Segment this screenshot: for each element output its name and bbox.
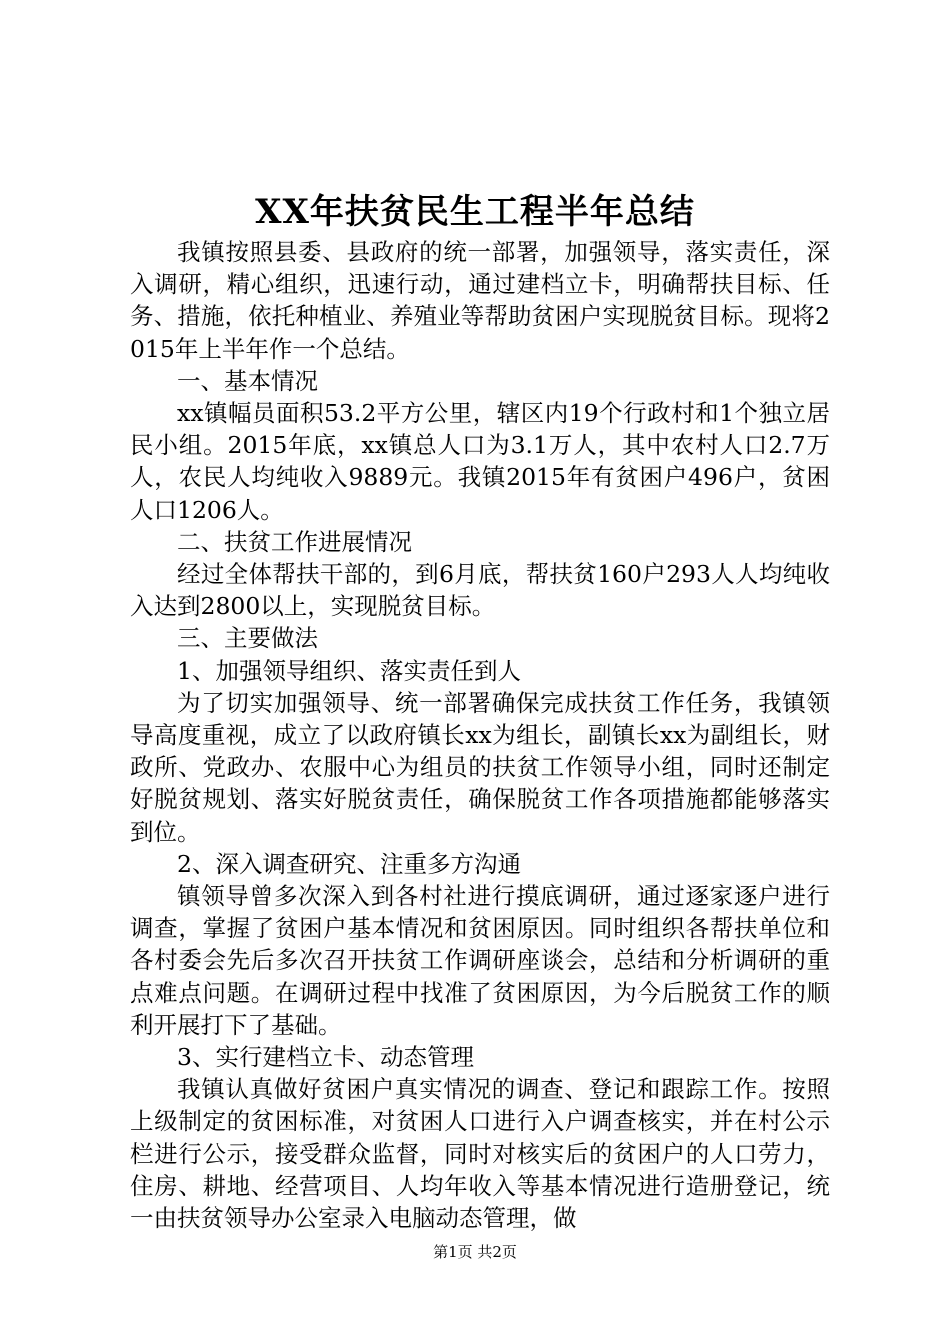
subheading-research: 2、深入调查研究、注重多方沟通	[177, 849, 521, 878]
paragraph-intro: 我镇按照县委、县政府的统一部署，加强领导，落实责任，深入调研，精心组织，迅速行动，通过建档立卡，明确帮扶目标、任务、措施，依托种植业、养殖业等帮助贫困户实现脱贫目标。现将2015年上半年作一个总结。	[130, 238, 830, 363]
page-number-footer: 第1页 共2页	[433, 1243, 517, 1261]
heading-progress: 二、扶贫工作进展情况	[177, 527, 412, 556]
paragraph-research: 镇领导曾多次深入到各村社进行摸底调研，通过逐家逐户进行调查，掌握了贫困户基本情况和贫困原因。同时组织各帮扶单位和各村委会先后多次召开扶贫工作调研座谈会，总结和分析调研的重点难点问题。在调研过程中找准了贫困原因，为今后脱贫工作的顺利开展打下了基础。	[130, 882, 830, 1039]
paragraph-basic-situation: xx镇幅员面积53.2平方公里，辖区内19个行政村和1个独立居民小组。2015年底，xx镇总人口为3.1万人，其中农村人口2.7万人，农民人均纯收入9889元。我镇2015年有贫困户496户，贫困人口1206人。	[130, 399, 830, 524]
heading-basic-situation: 一、基本情况	[177, 366, 318, 395]
paragraph-filing: 我镇认真做好贫困户真实情况的调查、登记和跟踪工作。按照上级制定的贫困标准，对贫困人口进行入户调查核实，并在村公示栏进行公示，接受群众监督，同时对核实后的贫困户的人口劳力，住房、耕地、经营项目、人均年收入等基本情况进行造册登记，统一由扶贫领导办公室录入电脑动态管理，做	[130, 1075, 830, 1233]
subheading-leadership: 1、加强领导组织、落实责任到人	[177, 656, 521, 685]
subheading-filing: 3、实行建档立卡、动态管理	[177, 1043, 474, 1072]
document-body	[130, 236, 830, 1234]
document-title: XX年扶贫民生工程半年总结	[255, 192, 695, 232]
paragraph-leadership: 为了切实加强领导、统一部署确保完成扶贫工作任务，我镇领导高度重视，成立了以政府镇长xx为组长，副镇长xx为副组长，财政所、党政办、农服中心为组员的扶贫工作领导小组，同时还制定好脱贫规划、落实好脱贫责任，确保脱贫工作各项措施都能够落实到位。	[130, 688, 830, 846]
heading-main-practices: 三、主要做法	[177, 624, 318, 653]
paragraph-progress: 经过全体帮扶干部的，到6月底，帮扶贫160户293人人均纯收入达到2800以上，实现脱贫目标。	[130, 560, 830, 621]
